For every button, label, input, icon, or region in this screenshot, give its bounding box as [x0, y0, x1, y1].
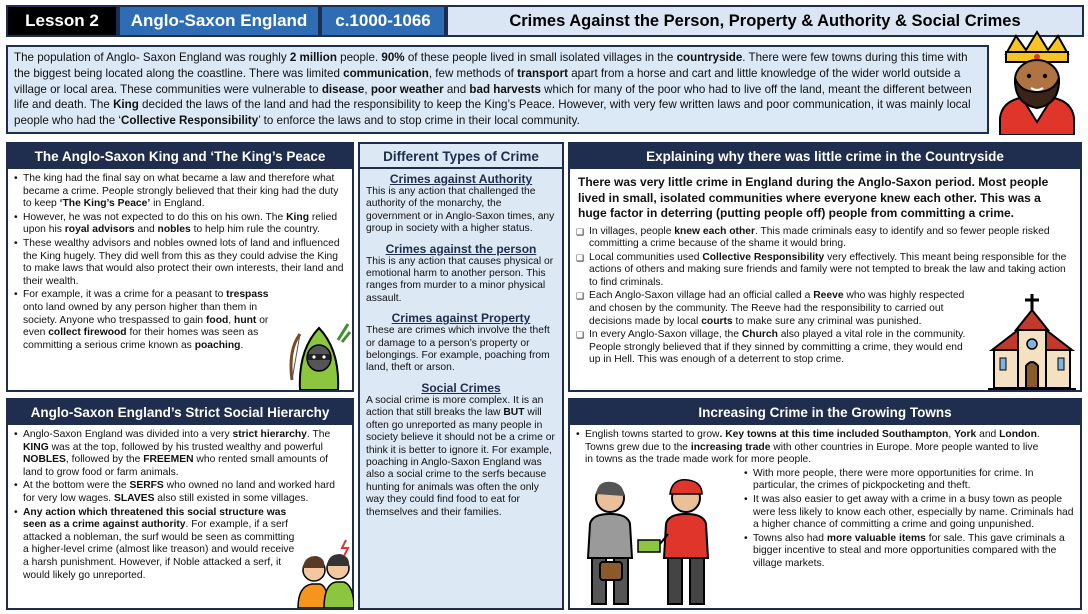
list-item: • Any action which threatened this social structure was seen as a crime against authority. For example, if a serf attacked a nobleman, the surf would be seen as committing a higher-level crime (almost like treason) and would receive a harsh punishment. However, if Noble attacked a serf, it would likely go unreported. — [14, 507, 296, 583]
types-panel — [358, 142, 564, 610]
king-icon — [992, 30, 1082, 135]
towns-heading: Increasing Crime in the Growing Towns — [570, 400, 1080, 425]
list-item: • Towns also had more valuable items for sale. This gave criminals a bigger incentive to steal and more opportunities compared with the village markets. — [744, 533, 1074, 571]
intro-paragraph: The population of Anglo- Saxon England was roughly 2 million people. 90% of these people lived in small isolated villages in the countryside. There were few towns during this time with the biggest being located along the coastline. There was limited communication, few methods of transport apart from a horse and cart and little knowledge of the wider world outside a village or local area. These communities were vulnerable to disease, poor weather and bad harvests which for many of the poor who had to live off the land, meant the different between life and death. The King decided the laws of the land and had the responsibility to keep the King’s Peace. However, with very few written laws and poor communication, it was mainly local people who had the ‘Collective Responsibility’ to enforce the laws and to stop crime in their local community. — [6, 45, 989, 134]
list-item: • English towns started to grow. Key towns at this time included Southampton, York and London. Towns grew due to the increasing trade with other countries in Europe. More people wanted to live in towns as the trade made work for more people. — [576, 429, 1046, 467]
authority-text: This is any action that challenged the authority of the monarchy, the government or in Anglo-Saxon times, any group in society with a higher status. — [366, 186, 555, 235]
date-label: c.1000-1066 — [320, 5, 446, 37]
list-item: ❑ Each Anglo-Saxon village had an official called a Reeve who was highly respected and chosen by the community. The Reeve had the responsibility to carried out decisions made by local courts to make sure any criminal was punished. — [576, 290, 976, 328]
list-item: ❑ In villages, people knew each other. This made criminals easy to identify and so fewer people risked committing a crime because of the shame it would bring. — [576, 226, 1074, 251]
kings-peace-heading: The Anglo-Saxon King and ‘The King’s Peace — [8, 144, 352, 169]
argument-icon — [296, 534, 354, 608]
lesson-label: Lesson 2 — [6, 5, 118, 37]
page-title: Crimes Against the Person, Property & Authority & Social Crimes — [446, 5, 1084, 37]
list-item: • These wealthy advisors and nobles owned lots of land and influenced the King hugely. They did well from this as they could advise the King to make laws that would also protect their own interests, their land and their wealth. — [14, 238, 346, 288]
towns-panel — [568, 398, 1082, 610]
list-item: • For example, it was a crime for a peasant to trespass onto land owned by any person higher than them in society. Anyone who trespassed to gain food, hunt or even collect firewood for their homes was seen as committing a serious crime known as poaching. — [14, 289, 282, 352]
era-label: Anglo-Saxon England — [118, 5, 320, 37]
person-text: This is any action that causes physical or emotional harm to another person. This ranges from murder to a minor physical assault. — [366, 255, 554, 304]
person-title: Crimes against the person — [385, 241, 537, 256]
list-item: • Anglo-Saxon England was divided into a very strict hierarchy. The KING was at the top, followed by his trusted wealthy and powerful NOBLES, followed by the FREEMEN who rented small amounts of land to grow food or farm animals. — [14, 429, 346, 479]
list-item: • The king had the final say on what became a law and therefore what became a crime. People strongly believed that their king had the duty to keep ‘The King’s Peace’ in England. — [14, 173, 346, 211]
social-text: A social crime is more complex. It is an action that still breaks the law BUT will often go unreported as many people in society believe it should not be a crime or think it is better to ignore it. For example, poaching in Anglo-Saxon England was also a social crime to the serfs because hunting for animals was often the only way they could find food to eat for themselves and their families. — [366, 394, 555, 518]
hierarchy-heading: Anglo-Saxon England’s Strict Social Hierarchy — [8, 400, 352, 425]
countryside-heading: Explaining why there was little crime in the Countryside — [570, 144, 1080, 169]
types-heading: Different Types of Crime — [360, 144, 562, 169]
countryside-lead: There was very little crime in England during the Anglo-Saxon period. Most people lived in small, isolated communities where everyone knew each other. This was a huge factor in deterring (putting people off) people from committing a crime. — [578, 175, 1049, 220]
social-title: Social Crimes — [421, 380, 501, 395]
list-item: • However, he was not expected to do this on his own. The King relied upon his royal advisors and nobles to help him rule the country. — [14, 212, 346, 237]
authority-title: Crimes against Authority — [389, 172, 533, 186]
kings-peace-panel — [6, 142, 354, 392]
list-item: • At the bottom were the SERFS who owned no land and worked hard for very low wages. SLAVES also still existed in some villages. — [14, 480, 346, 505]
list-item: • With more people, there were more opportunities for crime. In particular, the crimes of pickpocketing and theft. — [744, 468, 1074, 493]
poacher-icon — [286, 320, 352, 390]
pickpocket-icon — [578, 478, 738, 608]
church-icon — [988, 294, 1076, 390]
hierarchy-panel — [6, 398, 354, 610]
countryside-panel — [568, 142, 1082, 392]
property-text: These are crimes which involve the theft or damage to a person’s property or belongings. For example, poaching from land, theft or arson. — [366, 325, 550, 374]
list-item: ❑ Local communities used Collective Responsibility very effectively. This meant being responsible for the actions of others and making sure friends and family were not tempted to break the law and taking action to find criminals. — [576, 252, 1074, 290]
list-item: • It was also easier to get away with a crime in a busy town as people were less likely to know each other, especially by name. Criminals had a higher chance of committing a crime and going unpunished. — [744, 494, 1074, 532]
list-item: ❑ In every Anglo-Saxon village, the Church also played a vital role in the community. People strongly believed that if they sinned by committing a crime, they would end up in Hell. This was enough of a deterrent to stop crime. — [576, 329, 976, 367]
property-title: Crimes against Property — [391, 311, 531, 326]
